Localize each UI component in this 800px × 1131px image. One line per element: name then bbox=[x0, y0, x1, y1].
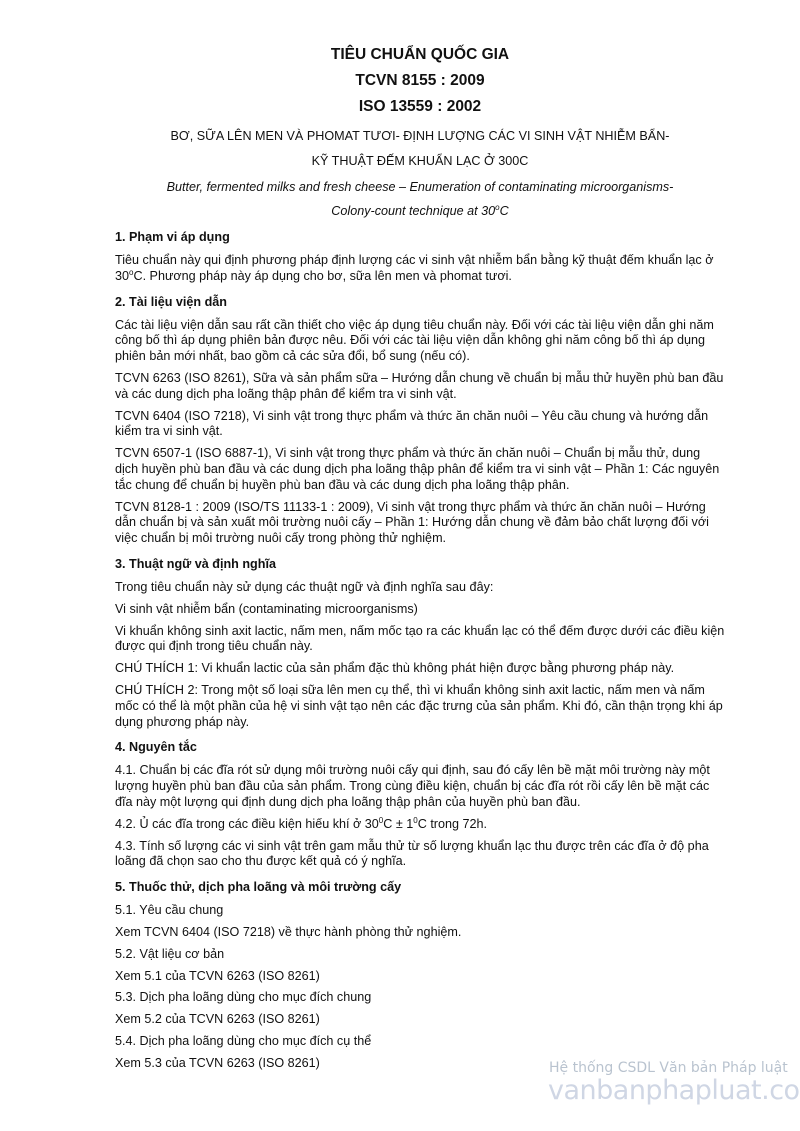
section-2-heading: 2. Tài liệu viện dẫn bbox=[115, 294, 227, 309]
section-5-line-8: Xem 5.3 của TCVN 6263 (ISO 8261) bbox=[115, 1055, 320, 1070]
doc-subtitle-2: KỸ THUẬT ĐẾM KHUẨN LẠC Ở 300C bbox=[311, 154, 529, 168]
section-5-line-5: 5.3. Dịch pha loãng dùng cho mục đích chung bbox=[115, 990, 372, 1005]
watermark-caption: Hệ thống CSDL Văn bản Pháp luật bbox=[549, 1060, 788, 1076]
section-4-heading: 4. Nguyên tắc bbox=[115, 740, 197, 755]
section-3-term: Vi sinh vật nhiễm bẩn (contaminating microorganisms) bbox=[115, 601, 418, 616]
doc-english-title-1: Butter, fermented milks and fresh cheese – Enumeration of contaminating microorganisms- bbox=[166, 180, 674, 194]
document-page bbox=[115, 44, 725, 1071]
section-3-heading: 3. Thuật ngữ và định nghĩa bbox=[115, 556, 276, 571]
doc-code: TCVN 8155 : 2009 bbox=[355, 72, 485, 89]
doc-iso: ISO 13559 : 2002 bbox=[358, 98, 482, 115]
section-5-heading: 5. Thuốc thử, dịch pha loãng và môi trường cấy bbox=[115, 880, 402, 895]
section-5-line-6: Xem 5.2 của TCVN 6263 (ISO 8261) bbox=[115, 1012, 320, 1027]
section-3-note-2: CHÚ THÍCH 2: Trong một số loại sữa lên men cụ thể, thì vi khuẩn không sinh axit lactic, nấm men và nấm mốc có thể là một phần của hệ vi sinh vật tạo nên các đặc trưng của sản phẩm. Khi đó, cần thận trọng khi áp dụng phương pháp này. bbox=[115, 682, 723, 729]
section-2-paragraph-5: TCVN 8128-1 : 2009 (ISO/TS 11133-1 : 2009), Vi sinh vật trong thực phẩm và thức ăn chăn nuôi – Hướng dẫn chuẩn bị và sản xuất môi trường nuôi cấy – Phần 1: Hướng dẫn chung về đảm bảo chất lượng đối với việc chuẩn bị môi trường nuôi cấy trong phòng thử nghiệm. bbox=[115, 499, 709, 546]
section-5-line-3: 5.2. Vật liệu cơ bản bbox=[115, 946, 225, 961]
section-5-line-4: Xem 5.1 của TCVN 6263 (ISO 8261) bbox=[115, 968, 320, 983]
section-3-definition: Vi khuẩn không sinh axit lactic, nấm men, nấm mốc tạo ra các khuẩn lạc có thể đếm được dưới các điều kiện được qui định trong tiêu chuẩn này. bbox=[115, 623, 725, 654]
section-2-paragraph-3: TCVN 6404 (ISO 7218), Vi sinh vật trong thực phẩm và thức ăn chăn nuôi – Yêu cầu chung và hướng dẫn kiểm tra vi sinh vật. bbox=[115, 408, 709, 439]
section-5-line-7: 5.4. Dịch pha loãng dùng cho mục đích cụ thể bbox=[115, 1033, 372, 1048]
watermark-site: vanbanphapluat.co bbox=[548, 1075, 800, 1106]
section-4-paragraph-3: 4.3. Tính số lượng các vi sinh vật trên gam mẫu thử từ số lượng khuẩn lạc thu được trên các đĩa ở độ pha loãng đã chọn sao cho thu được kết quả có ý nghĩa. bbox=[115, 838, 709, 869]
section-3-note-1: CHÚ THÍCH 1: Vi khuẩn lactic của sản phẩm đặc thù không phát hiện được bằng phương pháp này. bbox=[115, 661, 675, 676]
section-2-paragraph-2: TCVN 6263 (ISO 8261), Sữa và sản phẩm sữa – Hướng dẫn chung về chuẩn bị mẫu thử huyền phù ban đầu và các dung dịch pha loãng thập phân để kiểm tra vi sinh vật. bbox=[115, 370, 724, 401]
section-4-paragraph-1: 4.1. Chuẩn bị các đĩa rót sử dụng môi trường nuôi cấy qui định, sau đó cấy lên bề mặt môi trường này một lượng huyền phù ban đầu của sản phẩm. Trong cùng điều kiện, chuẩn bị các đĩa rót rồi cấy lên bề mặt các đĩa này một lượng qui định dung dịch pha loãng thập phân của huyền phù ban đầu. bbox=[115, 763, 710, 809]
section-3-paragraph-1: Trong tiêu chuẩn này sử dụng các thuật ngữ và định nghĩa sau đây: bbox=[115, 579, 494, 594]
section-2-paragraph-1: Các tài liệu viện dẫn sau rất cần thiết cho việc áp dụng tiêu chuẩn này. Đối với các tài liệu viện dẫn ghi năm công bố thì áp dụng phiên bản được nêu. Đối với các tài liệu viện dẫn không ghi năm công bố thì áp dụng phiên bản mới nhất, bao gồm cả các sửa đổi, bổ sung (nếu có). bbox=[115, 317, 714, 364]
section-1-paragraph: Tiêu chuẩn này qui định phương pháp định lượng các vi sinh vật nhiễm bẩn bằng kỹ thuật đếm khuẩn lạc ở 30$^o$C. Phương pháp này áp dụng cho bơ, sữa lên men và phomat tươi. bbox=[115, 253, 714, 283]
doc-subtitle-1: BƠ, SỮA LÊN MEN VÀ PHOMAT TƯƠI- ĐỊNH LƯỢNG CÁC VI SINH VẬT NHIỄM BẨN- bbox=[170, 129, 670, 143]
doc-english-title-2: Colony-count technique at 30$^o$C bbox=[331, 202, 509, 218]
section-2-paragraph-4: TCVN 6507-1 (ISO 6887-1), Vi sinh vật trong thực phẩm và thức ăn chăn nuôi – Chuẩn bị mẫu thử, dung dịch huyền phù ban đầu và các dung dịch pha loãng thập phân để kiểm tra vi sinh vật – Phần 1: Các nguyên tắc chung để chuẩn bị huyền phù ban đầu và các dung dịch pha loãng thập phân. bbox=[115, 446, 720, 492]
doc-title: TIÊU CHUẨN QUỐC GIA bbox=[330, 46, 510, 63]
section-1-heading: 1. Phạm vi áp dụng bbox=[115, 230, 230, 244]
section-5-line-1: 5.1. Yêu cầu chung bbox=[115, 903, 224, 918]
section-5-line-2: Xem TCVN 6404 (ISO 7218) về thực hành phòng thử nghiệm. bbox=[115, 924, 462, 939]
section-4-paragraph-2: 4.2. Ủ các đĩa trong các điều kiện hiếu khí ở $30^0C \pm 1^0C$ trong 72h. bbox=[115, 815, 488, 831]
